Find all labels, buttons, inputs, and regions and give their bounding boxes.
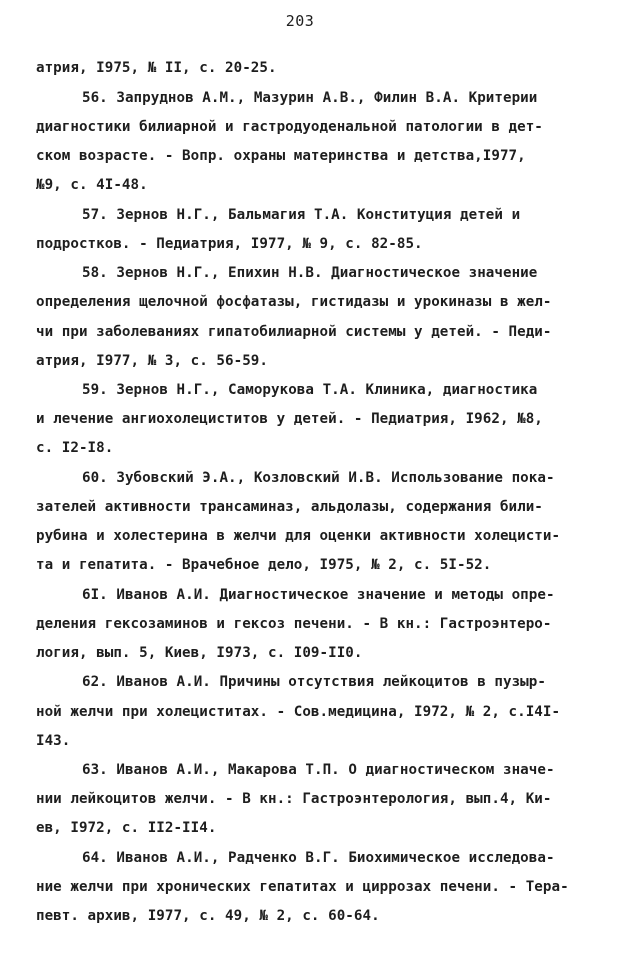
text-line: ев, I972, с. II2-II4. <box>36 820 217 836</box>
text-line: 57. Зернов Н.Г., Бальмагия Т.А. Конституция детей и <box>82 207 521 223</box>
text-line: чи при заболеваниях гипатобилиарной системы у детей. - Педи- <box>36 324 552 340</box>
text-line: атрия, I977, № 3, с. 56-59. <box>36 353 268 369</box>
text-line: ском возрасте. - Вопр. охраны материнства и детства,I977, <box>36 148 526 164</box>
text-line: ние желчи при хронических гепатитах и циррозах печени. - Тера- <box>36 879 569 895</box>
text-line: 63. Иванов А.И., Макарова Т.П. О диагностическом значе- <box>82 762 555 778</box>
text-line: деления гексозаминов и гексоз печени. - В кн.: Гастроэнтеро- <box>36 616 552 632</box>
text-line: 59. Зернов Н.Г., Саморукова Т.А. Клиника, диагностика <box>82 382 538 398</box>
text-line: нии лейкоцитов желчи. - В кн.: Гастроэнтерология, вып.4, Ки- <box>36 791 552 807</box>
text-line: певт. архив, I977, с. 49, № 2, с. 60-64. <box>36 908 380 924</box>
page-number: 203 <box>285 12 315 30</box>
text-line: и лечение ангиохолециститов у детей. - Педиатрия, I962, №8, <box>36 411 543 427</box>
text-line: зателей активности трансаминаз, альдолазы, содержания били- <box>36 499 543 515</box>
text-line: с. I2-I8. <box>36 440 114 456</box>
text-line: 64. Иванов А.И., Радченко В.Г. Биохимическое исследова- <box>82 850 555 866</box>
text-line: I43. <box>36 733 71 749</box>
text-line: 60. Зубовский Э.А., Козловский И.В. Использование пока- <box>82 470 555 486</box>
text-line: 6I. Иванов А.И. Диагностическое значение и методы опре- <box>82 587 555 603</box>
text-line: ной желчи при холециститах. - Сов.медицина, I972, № 2, с.I4I- <box>36 704 561 720</box>
text-line: определения щелочной фосфатазы, гистидазы и урокиназы в жел- <box>36 294 552 310</box>
text-line: диагностики билиарной и гастродуоденальной патологии в дет- <box>36 119 543 135</box>
text-line: рубина и холестерина в желчи для оценки активности холецисти- <box>36 528 561 544</box>
text-line: 62. Иванов А.И. Причины отсутствия лейкоцитов в пузыр- <box>82 674 546 690</box>
text-line: №9, с. 4I-48. <box>36 177 148 193</box>
text-line: 58. Зернов Н.Г., Епихин Н.В. Диагностическое значение <box>82 265 538 281</box>
text-line: подростков. - Педиатрия, I977, № 9, с. 82-85. <box>36 236 423 252</box>
text-line: атрия, I975, № II, с. 20-25. <box>36 60 277 76</box>
text-line: логия, вып. 5, Киев, I973, с. I09-II0. <box>36 645 363 661</box>
text-line: та и гепатита. - Врачебное дело, I975, № 2, с. 5I-52. <box>36 557 492 573</box>
text-line: 56. Запруднов А.М., Мазурин А.В., Филин В.А. Критерии <box>82 90 538 106</box>
